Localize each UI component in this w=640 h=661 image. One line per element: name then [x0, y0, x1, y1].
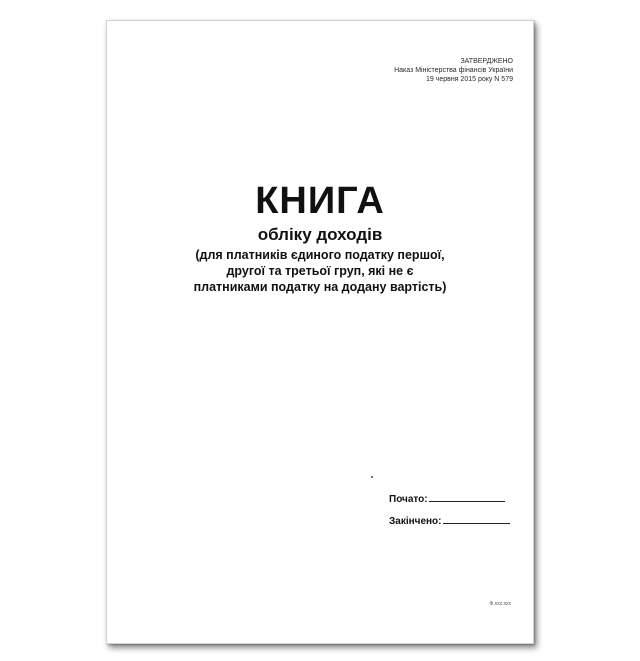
description-line-1: (для платників єдиного податку першої, [195, 248, 445, 262]
description-line-3: платниками податку на додану вартість) [193, 280, 447, 294]
approval-heading: ЗАТВЕРДЖЕНО [460, 58, 513, 65]
form-code: Ф.ххх.ххх [489, 601, 511, 607]
title-block [107, 181, 533, 295]
print-mark [371, 476, 373, 478]
page-description [107, 247, 533, 295]
start-date-field [389, 491, 505, 505]
page-title: КНИГА [255, 180, 385, 222]
approval-date: 19 червня 2015 року N 579 [425, 76, 513, 83]
page-subtitle: обліку доходів [257, 225, 383, 244]
start-date-blank [429, 491, 505, 502]
end-date-label: Закінчено: [389, 516, 442, 527]
approval-order: Наказ Міністерства фінансів України [394, 67, 513, 74]
end-date-blank [443, 513, 510, 524]
start-date-label: Почато: [389, 494, 428, 505]
approval-stamp [394, 57, 513, 84]
end-date-field [389, 513, 510, 527]
description-line-2: другої та третьої груп, які не є [226, 264, 414, 278]
book-cover-page [106, 20, 534, 644]
